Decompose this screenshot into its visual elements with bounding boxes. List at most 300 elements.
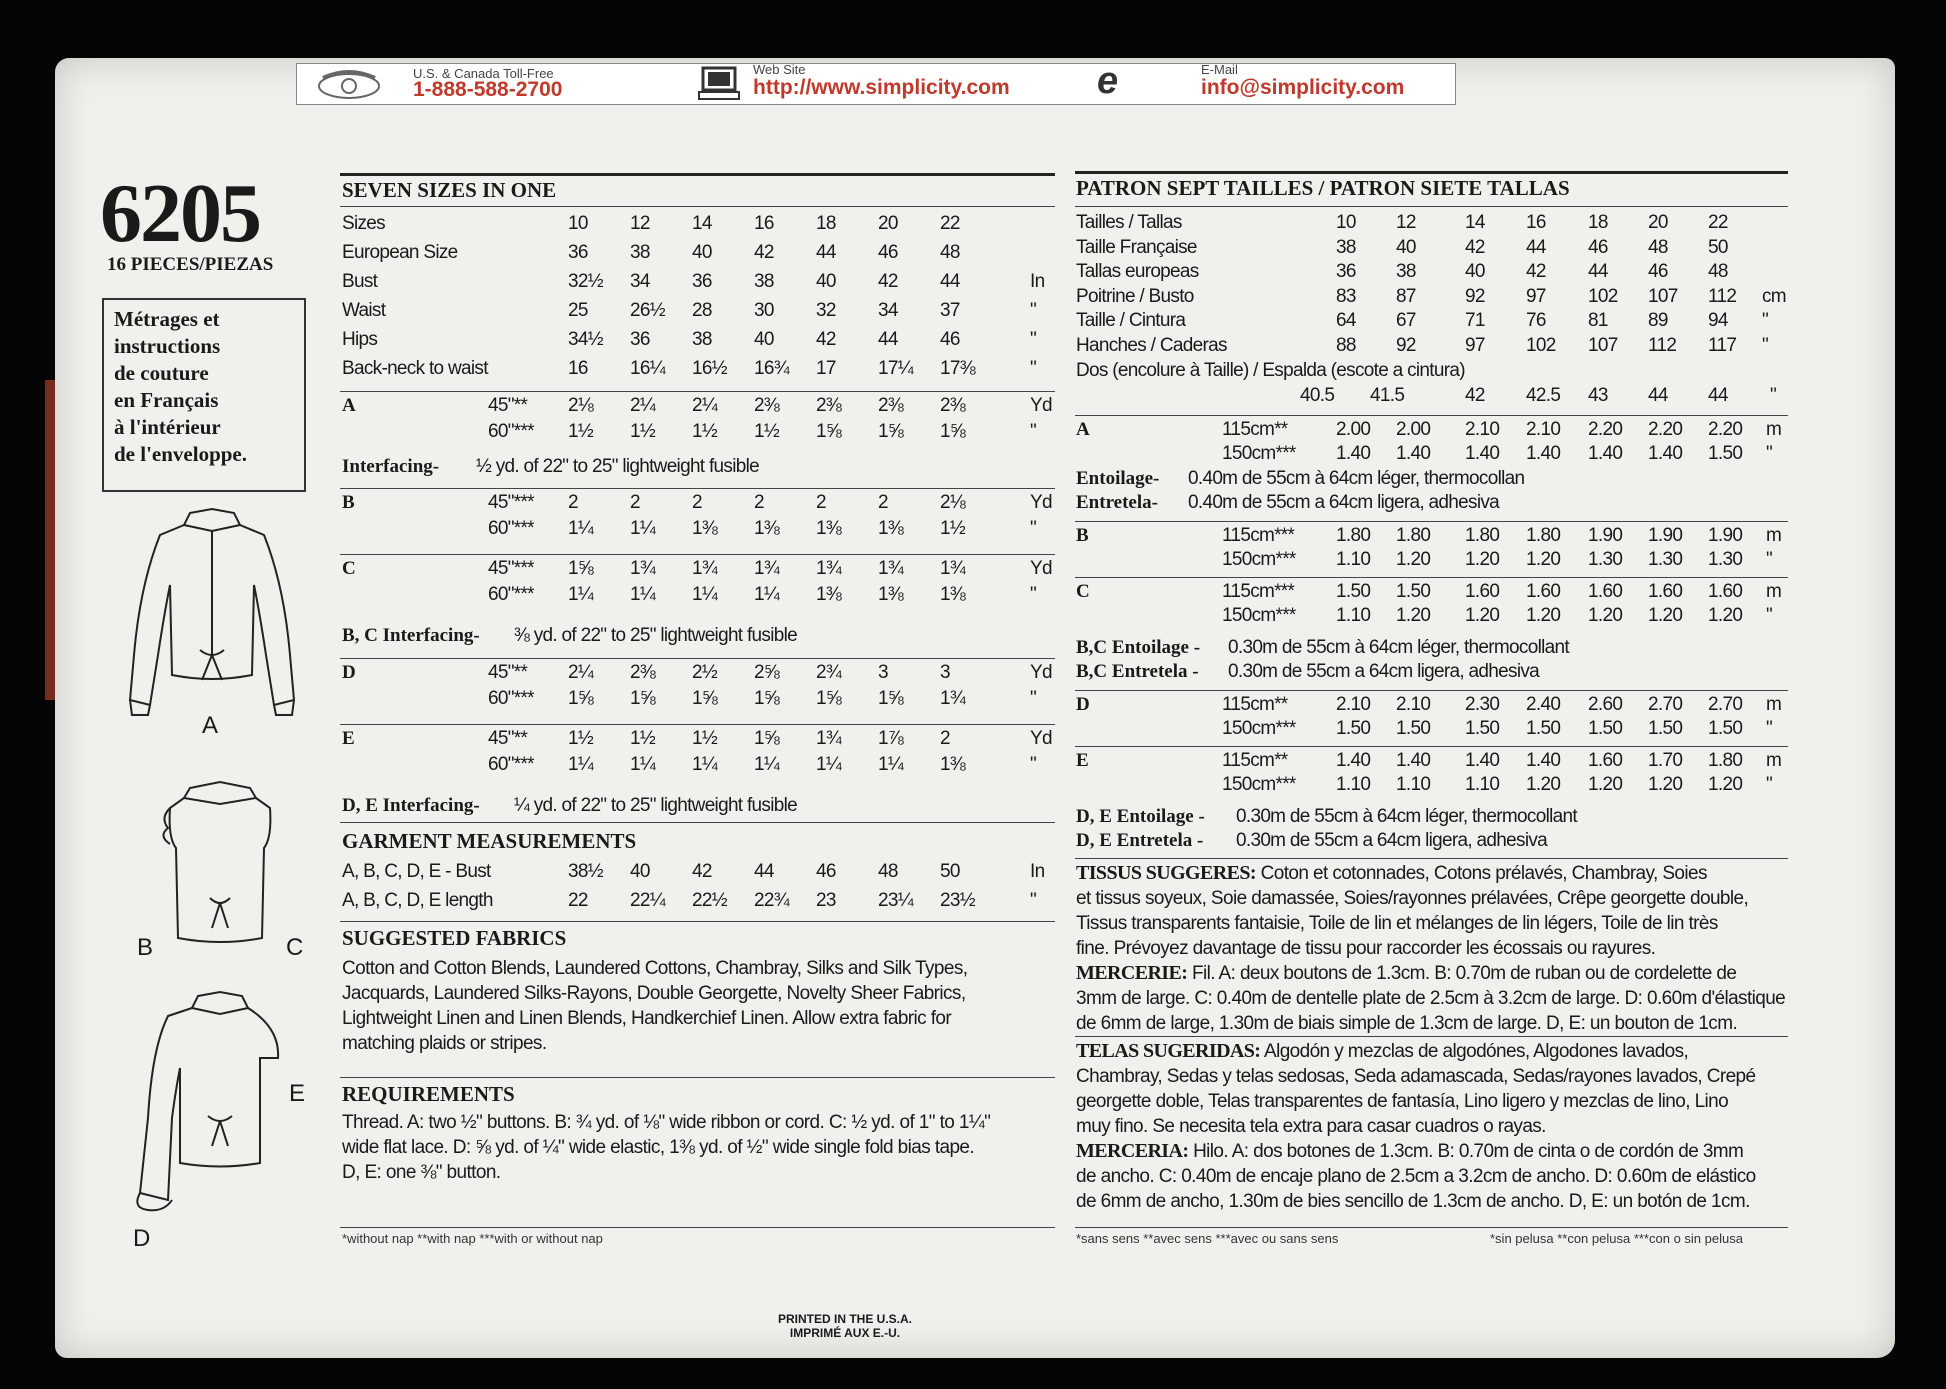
back-length-cell: 42: [1465, 385, 1485, 406]
fr-fabric-width: 115cm***: [1222, 525, 1295, 546]
email-address[interactable]: info@simplicity.com: [1201, 76, 1405, 99]
rule: [1075, 1036, 1788, 1037]
fr-yardage-cell: 1.90: [1648, 525, 1683, 546]
a-interfacing-label: Interfacing-: [342, 456, 440, 477]
fr-yardage-cell: 1.40: [1465, 443, 1500, 464]
rule: [340, 206, 1055, 207]
fr-yardage-cell: 1.70: [1648, 750, 1683, 771]
es-footnote: *sin pelusa **con pelusa ***con o sin pelusa: [1490, 1231, 1743, 1246]
fr-size-cell: 12: [1396, 212, 1416, 233]
fr-yardage-cell: 1.80: [1336, 525, 1371, 546]
size-unit: ": [1030, 329, 1037, 350]
yardage-cell: 1¼: [568, 584, 594, 605]
yardage-cell: 2⅜: [754, 395, 780, 416]
fr-size-cell: 89: [1648, 310, 1668, 331]
fr-size-cell: 67: [1396, 310, 1416, 331]
fr-fabric-width: 150cm***: [1222, 718, 1296, 739]
fr-fabric-width: 115cm**: [1222, 419, 1288, 440]
fr-yardage-cell: 2.20: [1648, 419, 1683, 440]
yardage-cell: 1⅜: [878, 584, 904, 605]
fr-size-cell: 14: [1465, 212, 1485, 233]
fr-yardage-unit: ": [1766, 549, 1773, 570]
size-cell: 44: [878, 329, 898, 350]
fr-size-cell: 38: [1396, 261, 1416, 282]
fr-yardage-cell: 1.20: [1708, 774, 1743, 795]
note-line: en Français: [114, 388, 219, 412]
size-unit: ": [1030, 358, 1037, 379]
yardage-cell: 1½: [568, 728, 594, 749]
fr-size-cell: 44: [1588, 261, 1608, 282]
req-line: wide flat lace. D: ⅝ yd. of ¼" wide elastic, 1⅜ yd. of ½" wide single fold bias tape.: [342, 1137, 975, 1158]
garment-row-label: A, B, C, D, E - Bust: [342, 861, 491, 882]
yardage-unit: ": [1030, 584, 1037, 605]
fr-size-cell: 48: [1648, 236, 1668, 258]
back-length-cell: 43: [1588, 385, 1608, 406]
fr-size-row-label: Hanches / Caderas: [1076, 334, 1227, 356]
size-cell: 46: [878, 242, 898, 263]
sizes-title: SEVEN SIZES IN ONE: [342, 178, 557, 202]
yardage-unit: Yd: [1030, 492, 1052, 513]
back-length-label: Dos (encolure à Taille) / Espalda (escote a cintura): [1076, 360, 1465, 381]
yardage-cell: 1¾: [940, 688, 966, 709]
yardage-cell: 1¼: [568, 754, 594, 775]
de-interfacing-text: ¼ yd. of 22" to 25" lightweight fusible: [514, 795, 797, 816]
fr-size-cell: 71: [1465, 310, 1485, 331]
yardage-cell: 2⅜: [940, 395, 966, 416]
fr-yardage-cell: 2.40: [1526, 694, 1561, 715]
yardage-cell: 1¾: [692, 558, 718, 579]
yardage-unit: Yd: [1030, 728, 1052, 749]
fr-yardage-cell: 2.30: [1465, 694, 1500, 715]
printed-notice: [778, 1312, 912, 1340]
rule: [340, 1077, 1055, 1078]
note-line: de couture: [114, 361, 209, 385]
email-icon: e: [1097, 60, 1119, 102]
fr-yardage-cell: 1.20: [1526, 774, 1561, 795]
fabric-width: 45"**: [488, 395, 528, 416]
yardage-cell: 2: [692, 492, 702, 513]
yardage-cell: 2¾: [816, 662, 842, 683]
fr-size-cell: 46: [1588, 236, 1608, 258]
yardage-cell: 1⅝: [630, 688, 656, 709]
yardage-cell: 2: [568, 492, 578, 513]
yardage-cell: 2¼: [630, 395, 656, 416]
fr-fabric-width: 115cm***: [1222, 581, 1295, 602]
yardage-unit: Yd: [1030, 395, 1052, 416]
fr-size-cell: 50: [1708, 236, 1728, 258]
fr-yardage-cell: 1.60: [1588, 581, 1623, 602]
view-label-b: B: [137, 934, 154, 961]
pattern-number: 6205: [100, 167, 260, 260]
size-cell: 14: [692, 213, 712, 234]
a-entretela-label: Entretela-: [1076, 492, 1158, 513]
view-letter: A: [342, 395, 356, 416]
fr-size-cell: 94: [1708, 310, 1728, 331]
fr-yardage-cell: 1.60: [1465, 581, 1500, 602]
yardage-cell: 1⅝: [754, 728, 780, 749]
fr-size-cell: 40: [1465, 261, 1485, 282]
fr-yardage-cell: 1.50: [1465, 718, 1500, 739]
size-cell: 17¼: [878, 358, 913, 379]
size-cell: 30: [754, 300, 774, 321]
fr-yardage-cell: 1.90: [1588, 525, 1623, 546]
fr-yardage-unit: ": [1766, 774, 1773, 795]
fr-yardage-cell: 1.60: [1708, 581, 1743, 602]
yardage-cell: 1¼: [878, 754, 904, 775]
garment-cell: 50: [940, 861, 960, 882]
fr-yardage-cell: 1.50: [1396, 581, 1431, 602]
garment-cell: 42: [692, 861, 712, 882]
yardage-cell: 1⅝: [816, 688, 842, 709]
fr-yardage-cell: 1.90: [1708, 525, 1743, 546]
size-row-label: Sizes: [342, 213, 385, 234]
fr-fabric-width: 150cm***: [1222, 774, 1296, 795]
size-cell: 10: [568, 213, 588, 234]
garment-cell: 40: [630, 861, 650, 882]
fr-yardage-cell: 1.20: [1588, 774, 1623, 795]
yardage-cell: 2: [940, 728, 950, 749]
yardage-cell: 1½: [630, 421, 656, 442]
fr-size-row-label: Poitrine / Busto: [1076, 285, 1194, 307]
size-cell: 22: [940, 213, 960, 234]
size-cell: 46: [940, 329, 960, 350]
yardage-cell: 2: [630, 492, 640, 513]
garment-cell: 48: [878, 861, 898, 882]
telas-line: muy fino. Se necesita tela extra para casar cuadros o rayas.: [1076, 1116, 1546, 1137]
phone-number[interactable]: 1-888-588-2700: [413, 78, 563, 101]
web-url[interactable]: http://www.simplicity.com: [753, 76, 1010, 99]
size-cell: 36: [692, 271, 712, 292]
yardage-unit: ": [1030, 518, 1037, 539]
fr-yardage-cell: 2.60: [1588, 694, 1623, 715]
size-cell: 16: [754, 213, 774, 234]
contact-bar: [296, 60, 1456, 105]
yardage-cell: 1¾: [816, 728, 842, 749]
yardage-cell: 2⅛: [940, 492, 966, 513]
rule: [1075, 206, 1788, 207]
yardage-unit: Yd: [1030, 558, 1052, 579]
size-cell: 12: [630, 213, 650, 234]
yardage-cell: 1¼: [630, 754, 656, 775]
fr-yardage-cell: 1.20: [1708, 605, 1743, 626]
view-letter: D: [342, 662, 356, 683]
fr-yardage-cell: 1.60: [1526, 581, 1561, 602]
req-line: D, E: one ⅜" button.: [342, 1162, 501, 1183]
rule: [340, 554, 1055, 555]
fabrics-text: [342, 956, 1062, 1056]
rule: [1075, 746, 1788, 747]
fr-size-cell: 88: [1336, 334, 1356, 356]
note-line: Métrages et: [114, 307, 220, 331]
yardage-cell: 2: [816, 492, 826, 513]
rule: [340, 173, 1055, 176]
size-cell: 34: [630, 271, 650, 292]
fr-view-letter: A: [1076, 419, 1090, 440]
fr-size-cell: 112: [1708, 285, 1737, 307]
yardage-cell: 2⅛: [568, 395, 594, 416]
size-cell: 42: [878, 271, 898, 292]
fabrics-line: Jacquards, Laundered Silks-Rayons, Double Georgette, Novelty Sheer Fabrics,: [342, 983, 966, 1004]
size-row-label: Bust: [342, 271, 378, 292]
fr-fabric-width: 150cm***: [1222, 443, 1296, 464]
fr-yardage-cell: 1.20: [1526, 605, 1561, 626]
size-cell: 34: [878, 300, 898, 321]
fr-yardage-cell: 1.40: [1396, 750, 1431, 771]
yardage-cell: 1¼: [754, 754, 780, 775]
fr-yardage-cell: 1.10: [1465, 774, 1500, 795]
fabric-width: 60"***: [488, 584, 534, 605]
fr-size-row-label: Tailles / Tallas: [1076, 212, 1182, 233]
fr-yardage-cell: 2.10: [1336, 694, 1371, 715]
back-length-cell: 44: [1708, 385, 1728, 406]
yardage-cell: 1⅜: [754, 518, 780, 539]
yardage-cell: 1½: [568, 421, 594, 442]
fr-yardage-cell: 2.70: [1708, 694, 1743, 715]
size-cell: 40: [754, 329, 774, 350]
size-cell: 44: [940, 271, 960, 292]
requirements-title: REQUIREMENTS: [342, 1082, 515, 1106]
tissus-line: Coton et cotonnades, Cotons prélavés, Chambray, Soies: [1260, 863, 1707, 884]
fr-yardage-cell: 1.20: [1588, 605, 1623, 626]
garment-cell: 22¼: [630, 890, 665, 911]
fabric-width: 45"***: [488, 558, 534, 579]
merceria-line: de ancho. C: 0.40m de encaje plano de 2.5cm a 3.2cm de ancho. D: 0.60m de elástico: [1076, 1166, 1756, 1187]
size-cell: 38: [630, 242, 650, 263]
yardage-cell: 2⅜: [630, 662, 656, 683]
yardage-unit: ": [1030, 688, 1037, 709]
fr-view-letter: B: [1076, 525, 1089, 546]
garment-unit: ": [1030, 890, 1037, 911]
yardage-cell: 1⅜: [816, 584, 842, 605]
view-label-d: D: [133, 1225, 151, 1252]
garment-cell: 23½: [940, 890, 975, 911]
fr-yardage-cell: 1.50: [1336, 718, 1371, 739]
fr-yardage-unit: m: [1766, 581, 1782, 602]
french-instructions-note: [102, 298, 306, 492]
fr-yardage-cell: 1.20: [1465, 605, 1500, 626]
fabric-width: 45"**: [488, 728, 528, 749]
fr-size-cell: 40: [1396, 236, 1416, 258]
fr-view-letter: C: [1076, 581, 1090, 602]
fr-yardage-cell: 1.40: [1526, 443, 1561, 464]
fabrics-line: Lightweight Linen and Linen Blends, Handkerchief Linen. Allow extra fabric for: [342, 1008, 952, 1029]
fr-yardage-cell: 1.30: [1708, 549, 1743, 570]
yardage-cell: 1½: [692, 421, 718, 442]
yardage-cell: 1¾: [878, 558, 904, 579]
size-cell: 36: [568, 242, 588, 263]
yardage-cell: 1½: [692, 728, 718, 749]
fr-yardage-cell: 1.20: [1396, 549, 1431, 570]
fr-size-cell: 97: [1526, 285, 1546, 307]
tissus-title: TISSUS SUGGERES:: [1076, 862, 1256, 884]
telas-line: georgette doble, Telas transparentes de fantasía, Lino ligero y mezclas de lino, Lino: [1076, 1091, 1729, 1112]
fr-yardage-cell: 1.10: [1396, 774, 1431, 795]
yardage-cell: 1¼: [692, 584, 718, 605]
a-interfacing-text: ½ yd. of 22" to 25" lightweight fusible: [476, 456, 759, 477]
fr-fabric-width: 115cm**: [1222, 694, 1288, 715]
bc-entoilage-label: B,C Entoilage -: [1076, 637, 1201, 658]
size-row-label: European Size: [342, 242, 458, 263]
size-cell: 36: [630, 329, 650, 350]
merceria-title: MERCERIA:: [1076, 1140, 1189, 1162]
yardage-cell: 1¾: [630, 558, 656, 579]
size-row-label: Hips: [342, 329, 378, 350]
fr-size-cell: 87: [1396, 285, 1416, 307]
yardage-cell: 1¼: [568, 518, 594, 539]
yardage-cell: 1⅝: [940, 421, 966, 442]
rule: [340, 488, 1055, 489]
note-line: instructions: [114, 334, 221, 358]
fr-size-cell: 117: [1708, 334, 1737, 356]
garment-cell: 38½: [568, 861, 603, 882]
telas-text: [1076, 1039, 1796, 1214]
fr-size-cell: 20: [1648, 212, 1668, 233]
rule: [1075, 690, 1788, 691]
fr-yardage-cell: 1.60: [1588, 750, 1623, 771]
fr-yardage-cell: 1.40: [1396, 443, 1431, 464]
size-cell: 17: [816, 358, 836, 379]
garment-cell: 22½: [692, 890, 727, 911]
yardage-cell: 1⅝: [878, 421, 904, 442]
fr-yardage-cell: 1.50: [1648, 718, 1683, 739]
fr-yardage-cell: 1.30: [1648, 549, 1683, 570]
yardage-cell: 1⅝: [568, 688, 594, 709]
view-label-e: E: [289, 1080, 306, 1107]
fr-yardage-cell: 1.40: [1336, 443, 1371, 464]
fr-yardage-cell: 1.40: [1526, 750, 1561, 771]
size-row-label: Back-neck to waist: [342, 358, 488, 379]
yardage-cell: 2: [878, 492, 888, 513]
fr-size-cell: 38: [1336, 236, 1356, 258]
size-cell: 40: [692, 242, 712, 263]
size-cell: 48: [940, 242, 960, 263]
de-entretela-text: 0.30m de 55cm a 64cm ligera, adhesiva: [1236, 830, 1548, 851]
view-letter: B: [342, 492, 355, 513]
size-unit: ": [1030, 300, 1037, 321]
yardage-cell: 1⅞: [878, 728, 904, 749]
rule: [340, 822, 1055, 823]
size-cell: 44: [816, 242, 836, 263]
req-line: Thread. A: two ½" buttons. B: ¾ yd. of ⅛" wide ribbon or cord. C: ½ yd. of 1" to 1¼": [342, 1112, 991, 1133]
back-length-cell: 40.5: [1300, 385, 1335, 406]
garment-row-label: A, B, C, D, E length: [342, 890, 493, 911]
garment-unit: In: [1030, 861, 1045, 882]
fr-size-cell: 22: [1708, 212, 1728, 233]
fr-size-cell: 10: [1336, 212, 1356, 233]
rule: [340, 724, 1055, 725]
yardage-unit: Yd: [1030, 662, 1052, 683]
requirements-text: [342, 1110, 1062, 1185]
fr-size-cell: 102: [1588, 285, 1618, 307]
fr-yardage-cell: 2.00: [1336, 419, 1371, 440]
size-cell: 38: [692, 329, 712, 350]
yardage-cell: 1½: [630, 728, 656, 749]
a-entoilage-label: Entoilage-: [1076, 468, 1160, 489]
fr-size-cell: 64: [1336, 310, 1356, 331]
garment-cell: 46: [816, 861, 836, 882]
rule: [1075, 1227, 1788, 1228]
fr-yardage-cell: 1.80: [1526, 525, 1561, 546]
size-cell: 18: [816, 213, 836, 234]
fr-fabric-width: 150cm***: [1222, 605, 1296, 626]
fr-yardage-cell: 1.50: [1526, 718, 1561, 739]
fr-size-cell: 97: [1465, 334, 1485, 356]
fr-size-row-label: Tallas europeas: [1076, 261, 1199, 282]
yardage-cell: 1⅜: [816, 518, 842, 539]
fr-view-letter: E: [1076, 750, 1089, 771]
yardage-unit: ": [1030, 754, 1037, 775]
view-letter: C: [342, 558, 356, 579]
yardage-cell: 2⅝: [754, 662, 780, 683]
fr-yardage-cell: 1.60: [1648, 581, 1683, 602]
size-unit: In: [1030, 271, 1045, 292]
back-length-cell: 44: [1648, 385, 1668, 406]
telas-title: TELAS SUGERIDAS:: [1076, 1040, 1261, 1062]
size-cell: 16: [568, 358, 588, 379]
fr-yardage-unit: m: [1766, 750, 1782, 771]
garment-title: GARMENT MEASUREMENTS: [342, 829, 637, 853]
view-a-sketch: [120, 505, 305, 720]
view-letter: E: [342, 728, 355, 749]
yardage-cell: 1½: [754, 421, 780, 442]
yardage-cell: 2¼: [692, 395, 718, 416]
yardage-cell: 1¾: [816, 558, 842, 579]
fr-yardage-cell: 1.50: [1396, 718, 1431, 739]
yardage-cell: 3: [940, 662, 950, 683]
garment-cell: 23¼: [878, 890, 913, 911]
fabric-width: 60"***: [488, 754, 534, 775]
yardage-cell: 1¼: [692, 754, 718, 775]
yardage-cell: 1⅝: [568, 558, 594, 579]
fr-yardage-cell: 2.10: [1465, 419, 1500, 440]
phone-label: U.S. & Canada Toll-Free: [413, 66, 554, 81]
tissus-text: [1076, 861, 1796, 1036]
size-cell: 42: [816, 329, 836, 350]
yardage-cell: 1⅝: [692, 688, 718, 709]
mercerie-title: MERCERIE:: [1076, 962, 1188, 984]
piece-count: 16 PIECES/PIEZAS: [107, 254, 274, 275]
fr-size-unit: ": [1762, 334, 1769, 356]
yardage-cell: 1¾: [940, 558, 966, 579]
mercerie-line: 3mm de large. C: 0.40m de dentelle plate de 2.5cm à 3.2cm de large. D: 0.60m d'élastique: [1076, 988, 1786, 1009]
yardage-cell: 1⅜: [878, 518, 904, 539]
fr-yardage-cell: 1.80: [1396, 525, 1431, 546]
fr-yardage-cell: 1.50: [1708, 443, 1743, 464]
fr-yardage-cell: 1.40: [1588, 443, 1623, 464]
fr-yardage-cell: 1.20: [1396, 605, 1431, 626]
fr-yardage-cell: 2.10: [1526, 419, 1561, 440]
mercerie-line: de 6mm de large, 1.30m de biais simple de 1.3cm de large. D, E: un bouton de 1cm.: [1076, 1013, 1738, 1034]
size-cell: 20: [878, 213, 898, 234]
fr-yardage-cell: 1.20: [1526, 549, 1561, 570]
yardage-cell: 2⅜: [816, 395, 842, 416]
size-cell: 42: [754, 242, 774, 263]
fr-yardage-cell: 2.20: [1588, 419, 1623, 440]
size-cell: 28: [692, 300, 712, 321]
mercerie-line: Fil. A: deux boutons de 1.3cm. B: 0.70m de ruban ou de cordelette de: [1191, 963, 1737, 984]
yardage-cell: 1⅜: [940, 584, 966, 605]
fr-yardage-unit: m: [1766, 694, 1782, 715]
fr-size-unit: ": [1762, 310, 1769, 331]
fr-size-cell: 92: [1465, 285, 1485, 307]
fabric-width: 60"***: [488, 421, 534, 442]
fr-size-unit: cm: [1762, 285, 1786, 307]
fr-size-cell: 112: [1648, 334, 1677, 356]
email-label: E-Mail: [1201, 62, 1238, 77]
de-entoilage-label: D, E Entoilage -: [1076, 806, 1205, 827]
rule: [340, 391, 1055, 392]
size-cell: 16½: [692, 358, 727, 379]
